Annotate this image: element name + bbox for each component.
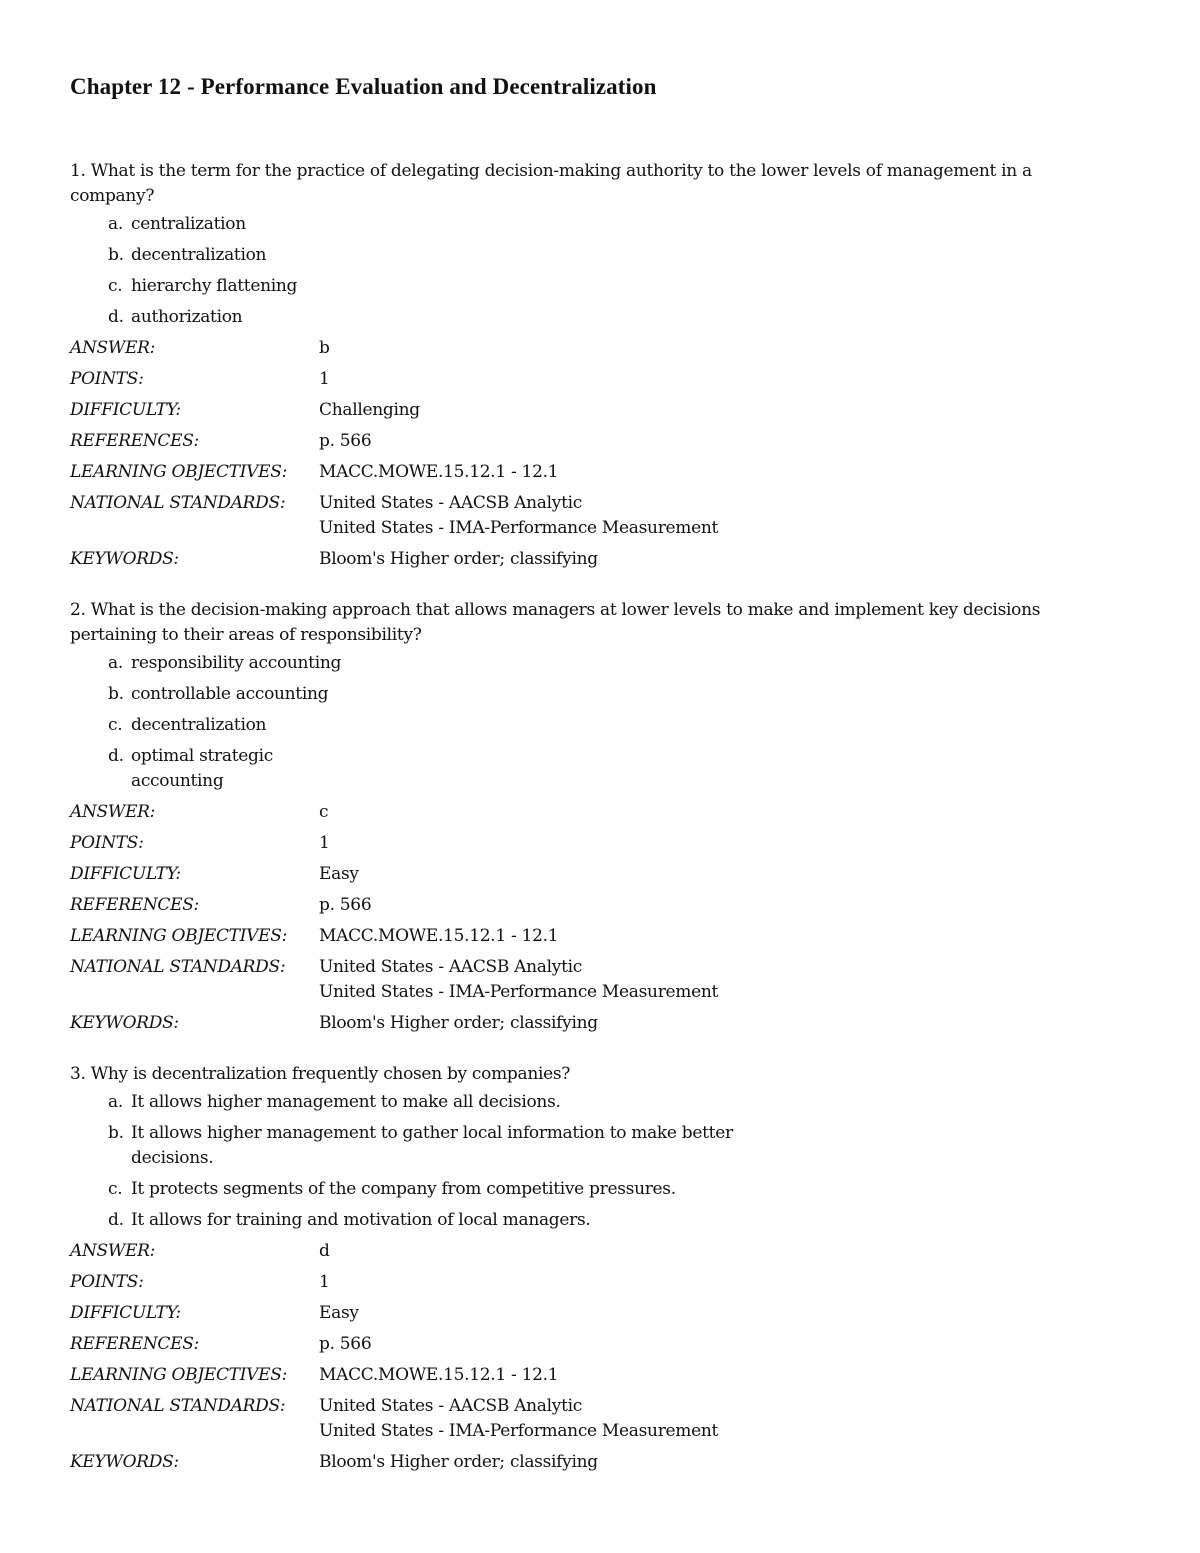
choice-text: It allows higher management to make all decisions. <box>131 1092 561 1112</box>
choice-letter: b. <box>108 684 124 704</box>
choice-letter: d. <box>108 1210 124 1230</box>
choice-letter: c. <box>108 276 123 296</box>
standard-line: United States - IMA-Performance Measurement <box>319 518 719 538</box>
choice-b <box>108 682 1130 707</box>
difficulty-row <box>70 398 1130 423</box>
learning-objectives-label: LEARNING OBJECTIVES: <box>70 926 288 946</box>
choice-list <box>70 212 1130 330</box>
points-label: POINTS: <box>70 1272 144 1292</box>
standard-line: United States - AACSB Analytic <box>319 493 582 513</box>
answer-row <box>70 800 1130 825</box>
national-standards-label: NATIONAL STANDARDS: <box>70 493 286 513</box>
points-row <box>70 1270 1130 1295</box>
points-value: 1 <box>319 833 330 853</box>
choice-b <box>108 1121 1130 1171</box>
question-metadata <box>70 1239 1130 1475</box>
document-page <box>70 72 1130 1481</box>
learning-objectives-row <box>70 1363 1130 1388</box>
choice-text: decentralization <box>131 715 267 735</box>
learning-objectives-label: LEARNING OBJECTIVES: <box>70 1365 288 1385</box>
choice-d <box>108 305 1130 330</box>
standard-line: United States - IMA-Performance Measurement <box>319 1421 719 1441</box>
answer-value: b <box>319 338 330 358</box>
learning-objectives-value: MACC.MOWE.15.12.1 - 12.1 <box>319 462 559 482</box>
choice-c <box>108 274 1130 299</box>
points-value: 1 <box>319 1272 330 1292</box>
choice-list <box>70 1090 1130 1233</box>
difficulty-label: DIFFICULTY: <box>70 864 181 884</box>
choice-c <box>108 713 1130 738</box>
points-value: 1 <box>319 369 330 389</box>
references-label: REFERENCES: <box>70 895 199 915</box>
choice-text: controllable accounting <box>131 684 329 704</box>
question-2 <box>70 598 1130 1036</box>
standard-line: United States - AACSB Analytic <box>319 1396 582 1416</box>
keywords-row <box>70 1450 1130 1475</box>
references-label: REFERENCES: <box>70 431 199 451</box>
national-standards-value <box>319 1394 1130 1444</box>
chapter-title: Chapter 12 - Performance Evaluation and Decentralization <box>70 74 657 99</box>
question-stem: 3. Why is decentralization frequently chosen by companies? <box>70 1064 571 1084</box>
points-label: POINTS: <box>70 833 144 853</box>
keywords-row <box>70 547 1130 572</box>
question-1 <box>70 159 1130 572</box>
difficulty-row <box>70 862 1130 887</box>
choice-d <box>108 744 1130 794</box>
difficulty-row <box>70 1301 1130 1326</box>
points-row <box>70 367 1130 392</box>
choice-b <box>108 243 1130 268</box>
choice-letter: c. <box>108 1179 123 1199</box>
choice-text: hierarchy flattening <box>131 276 298 296</box>
answer-label: ANSWER: <box>70 338 156 358</box>
choice-letter: c. <box>108 715 123 735</box>
question-stem: 2. What is the decision-making approach that allows managers at lower levels to make and implement key decisions pertaining to their areas of responsibility? <box>70 600 1041 645</box>
references-row <box>70 429 1130 454</box>
national-standards-value <box>319 491 1130 541</box>
keywords-value: Bloom's Higher order; classifying <box>319 1452 598 1472</box>
difficulty-value: Easy <box>319 864 359 884</box>
learning-objectives-row <box>70 924 1130 949</box>
keywords-value: Bloom's Higher order; classifying <box>319 549 598 569</box>
question-metadata <box>70 800 1130 1036</box>
learning-objectives-label: LEARNING OBJECTIVES: <box>70 462 288 482</box>
answer-row <box>70 336 1130 361</box>
choice-text: authorization <box>131 307 243 327</box>
question-3 <box>70 1062 1130 1475</box>
national-standards-label: NATIONAL STANDARDS: <box>70 957 286 977</box>
references-label: REFERENCES: <box>70 1334 199 1354</box>
choice-a <box>108 212 1130 237</box>
question-stem: 1. What is the term for the practice of delegating decision-making authority to the lower levels of management in a company? <box>70 161 1032 206</box>
choice-letter: b. <box>108 245 124 265</box>
choice-d <box>108 1208 1130 1233</box>
choice-a <box>108 651 1130 676</box>
choice-text: responsibility accounting <box>131 653 342 673</box>
choice-letter: a. <box>108 214 123 234</box>
points-row <box>70 831 1130 856</box>
references-value: p. 566 <box>319 431 372 451</box>
choice-text: It protects segments of the company from competitive pressures. <box>131 1179 676 1199</box>
difficulty-label: DIFFICULTY: <box>70 400 181 420</box>
points-label: POINTS: <box>70 369 144 389</box>
keywords-value: Bloom's Higher order; classifying <box>319 1013 598 1033</box>
national-standards-value <box>319 955 1130 1005</box>
choice-letter: b. <box>108 1123 124 1143</box>
answer-row <box>70 1239 1130 1264</box>
national-standards-row <box>70 955 1130 1005</box>
keywords-label: KEYWORDS: <box>70 1013 179 1033</box>
standard-line: United States - IMA-Performance Measurement <box>319 982 719 1002</box>
answer-value: c <box>319 802 329 822</box>
answer-label: ANSWER: <box>70 1241 156 1261</box>
choice-letter: a. <box>108 653 123 673</box>
answer-value: d <box>319 1241 330 1261</box>
choice-text: decentralization <box>131 245 267 265</box>
national-standards-label: NATIONAL STANDARDS: <box>70 1396 286 1416</box>
choice-text: It allows for training and motivation of local managers. <box>131 1210 591 1230</box>
choice-list <box>70 651 1130 794</box>
references-row <box>70 893 1130 918</box>
choice-c <box>108 1177 1130 1202</box>
choice-letter: a. <box>108 1092 123 1112</box>
difficulty-value: Challenging <box>319 400 420 420</box>
keywords-label: KEYWORDS: <box>70 549 179 569</box>
difficulty-value: Easy <box>319 1303 359 1323</box>
question-metadata <box>70 336 1130 572</box>
choice-letter: d. <box>108 307 124 327</box>
standard-line: United States - AACSB Analytic <box>319 957 582 977</box>
learning-objectives-value: MACC.MOWE.15.12.1 - 12.1 <box>319 1365 559 1385</box>
choice-text: optimal strategic accounting <box>131 746 273 791</box>
national-standards-row <box>70 1394 1130 1444</box>
national-standards-row <box>70 491 1130 541</box>
keywords-label: KEYWORDS: <box>70 1452 179 1472</box>
choice-a <box>108 1090 1130 1115</box>
choice-letter: d. <box>108 746 124 766</box>
learning-objectives-row <box>70 460 1130 485</box>
references-row <box>70 1332 1130 1357</box>
learning-objectives-value: MACC.MOWE.15.12.1 - 12.1 <box>319 926 559 946</box>
choice-text: It allows higher management to gather local information to make better decisions. <box>131 1123 733 1168</box>
choice-text: centralization <box>131 214 246 234</box>
difficulty-label: DIFFICULTY: <box>70 1303 181 1323</box>
answer-label: ANSWER: <box>70 802 156 822</box>
references-value: p. 566 <box>319 895 372 915</box>
keywords-row <box>70 1011 1130 1036</box>
references-value: p. 566 <box>319 1334 372 1354</box>
